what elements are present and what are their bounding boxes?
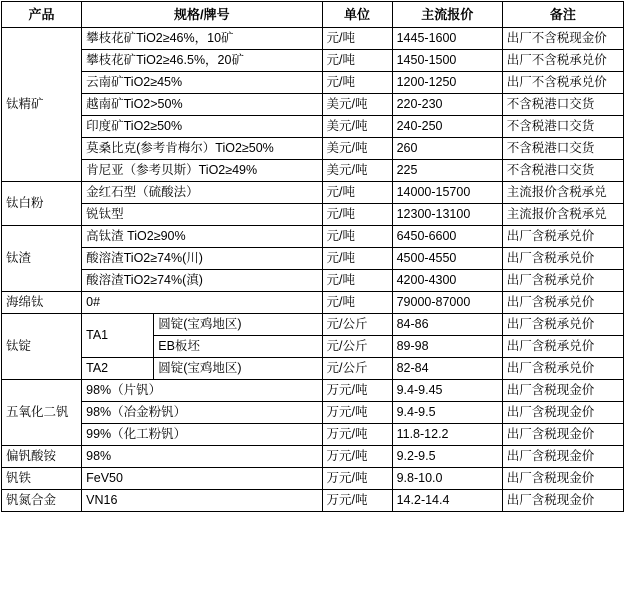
row-category: 钒氮合金 (2, 490, 82, 512)
row-spec: 99%（化工粉钒） (82, 424, 322, 446)
row-price: 225 (392, 160, 502, 182)
row-price: 4500-4550 (392, 248, 502, 270)
table-row (2, 160, 624, 182)
row-unit: 元/吨 (322, 270, 392, 292)
row-price: 220-230 (392, 94, 502, 116)
table-row (2, 248, 624, 270)
row-category: 钒铁 (2, 468, 82, 490)
row-unit: 美元/吨 (322, 116, 392, 138)
table-row (2, 182, 624, 204)
row-note: 出厂含税承兑价 (502, 292, 623, 314)
table-row (2, 358, 624, 380)
row-note: 出厂含税承兑价 (502, 336, 623, 358)
row-price: 11.8-12.2 (392, 424, 502, 446)
table-row (2, 292, 624, 314)
row-price: 79000-87000 (392, 292, 502, 314)
row-spec: 金红石型（硫酸法） (82, 182, 322, 204)
row-unit: 万元/吨 (322, 490, 392, 512)
table-header (2, 2, 624, 28)
row-unit: 元/吨 (322, 28, 392, 50)
table-row (2, 490, 624, 512)
table-row (2, 424, 624, 446)
table-row (2, 204, 624, 226)
row-price: 9.4-9.45 (392, 380, 502, 402)
table-row (2, 446, 624, 468)
row-note: 不含税港口交货 (502, 94, 623, 116)
row-spec: 越南矿TiO2>50% (82, 94, 322, 116)
row-unit: 元/吨 (322, 50, 392, 72)
row-category: 钛精矿 (2, 28, 82, 182)
row-note: 主流报价含税承兑 (502, 182, 623, 204)
row-note: 出厂含税承兑价 (502, 226, 623, 248)
price-table (1, 1, 624, 512)
row-price: 1450-1500 (392, 50, 502, 72)
header-unit: 单位 (322, 2, 392, 28)
row-spec: 98% (82, 446, 322, 468)
row-note: 出厂不含税现金价 (502, 28, 623, 50)
row-unit: 美元/吨 (322, 94, 392, 116)
table-row (2, 50, 624, 72)
row-price: 6450-6600 (392, 226, 502, 248)
row-category: 钛白粉 (2, 182, 82, 226)
row-unit: 元/吨 (322, 248, 392, 270)
row-spec: 0# (82, 292, 322, 314)
row-note: 出厂含税承兑价 (502, 358, 623, 380)
table-row (2, 138, 624, 160)
row-note: 不含税港口交货 (502, 160, 623, 182)
row-spec: 高钛渣 TiO2≥90% (82, 226, 322, 248)
header-product: 产品 (2, 2, 82, 28)
row-price: 1445-1600 (392, 28, 502, 50)
row-price: 9.8-10.0 (392, 468, 502, 490)
table-row (2, 402, 624, 424)
row-spec: 攀枝花矿TiO2≥46.5%，20矿 (82, 50, 322, 72)
row-spec: 印度矿TiO2≥50% (82, 116, 322, 138)
table-row (2, 468, 624, 490)
row-note: 不含税港口交货 (502, 138, 623, 160)
header-price: 主流报价 (392, 2, 502, 28)
header-note: 备注 (502, 2, 623, 28)
row-note: 出厂含税现金价 (502, 468, 623, 490)
row-note: 出厂含税现金价 (502, 424, 623, 446)
row-price: 9.4-9.5 (392, 402, 502, 424)
row-spec: 酸溶渣TiO2≥74%(川) (82, 248, 322, 270)
row-note: 出厂不含税承兑价 (502, 50, 623, 72)
row-price: 84-86 (392, 314, 502, 336)
row-spec: 莫桑比克(参考肯梅尔）TiO2≥50% (82, 138, 322, 160)
row-price: 1200-1250 (392, 72, 502, 94)
table-body (2, 28, 624, 512)
row-category: 海绵钛 (2, 292, 82, 314)
table-row (2, 72, 624, 94)
row-price: 4200-4300 (392, 270, 502, 292)
row-unit: 万元/吨 (322, 446, 392, 468)
row-note: 出厂不含税承兑价 (502, 72, 623, 94)
row-unit: 元/吨 (322, 72, 392, 94)
row-spec: 98%（冶金粉钒） (82, 402, 322, 424)
row-note: 出厂含税承兑价 (502, 314, 623, 336)
row-spec: 云南矿TiO2≥45% (82, 72, 322, 94)
row-spec: EB板坯 (154, 336, 322, 358)
row-note: 出厂含税现金价 (502, 402, 623, 424)
row-note: 出厂含税现金价 (502, 380, 623, 402)
table-row (2, 28, 624, 50)
row-note: 出厂含税现金价 (502, 490, 623, 512)
row-price: 14000-15700 (392, 182, 502, 204)
row-price: 240-250 (392, 116, 502, 138)
row-price: 260 (392, 138, 502, 160)
table-row (2, 94, 624, 116)
table-row (2, 380, 624, 402)
row-unit: 万元/吨 (322, 402, 392, 424)
table-row (2, 226, 624, 248)
row-unit: 元/公斤 (322, 358, 392, 380)
row-unit: 万元/吨 (322, 468, 392, 490)
row-note: 出厂含税承兑价 (502, 248, 623, 270)
table-row (2, 116, 624, 138)
row-unit: 元/吨 (322, 226, 392, 248)
row-note: 出厂含税现金价 (502, 446, 623, 468)
row-note: 不含税港口交货 (502, 116, 623, 138)
row-spec: 酸溶渣TiO2≥74%(滇) (82, 270, 322, 292)
row-spec: VN16 (82, 490, 322, 512)
row-price: 89-98 (392, 336, 502, 358)
row-unit: 万元/吨 (322, 380, 392, 402)
row-unit: 元/吨 (322, 182, 392, 204)
row-spec: 锐钛型 (82, 204, 322, 226)
row-category: 偏钒酸铵 (2, 446, 82, 468)
row-note: 主流报价含税承兑 (502, 204, 623, 226)
table-header-row (2, 2, 624, 28)
row-unit: 元/吨 (322, 204, 392, 226)
row-category: 五氧化二钒 (2, 380, 82, 446)
row-category: 钛渣 (2, 226, 82, 292)
row-price: 14.2-14.4 (392, 490, 502, 512)
row-spec: 圆锭(宝鸡地区) (154, 314, 322, 336)
row-grade: TA2 (82, 358, 154, 380)
row-unit: 万元/吨 (322, 424, 392, 446)
row-category: 钛锭 (2, 314, 82, 380)
row-unit: 美元/吨 (322, 138, 392, 160)
table-row (2, 314, 624, 336)
row-price: 12300-13100 (392, 204, 502, 226)
row-spec: 圆锭(宝鸡地区) (154, 358, 322, 380)
row-spec: FeV50 (82, 468, 322, 490)
row-grade: TA1 (82, 314, 154, 358)
row-spec: 肯尼亚（参考贝斯）TiO2≥49% (82, 160, 322, 182)
table-row (2, 270, 624, 292)
row-note: 出厂含税承兑价 (502, 270, 623, 292)
row-spec: 98%（片钒） (82, 380, 322, 402)
row-price: 9.2-9.5 (392, 446, 502, 468)
row-unit: 美元/吨 (322, 160, 392, 182)
row-price: 82-84 (392, 358, 502, 380)
row-unit: 元/吨 (322, 292, 392, 314)
row-unit: 元/公斤 (322, 314, 392, 336)
row-unit: 元/公斤 (322, 336, 392, 358)
row-spec: 攀枝花矿TiO2≥46%，10矿 (82, 28, 322, 50)
header-spec: 规格/牌号 (82, 2, 322, 28)
